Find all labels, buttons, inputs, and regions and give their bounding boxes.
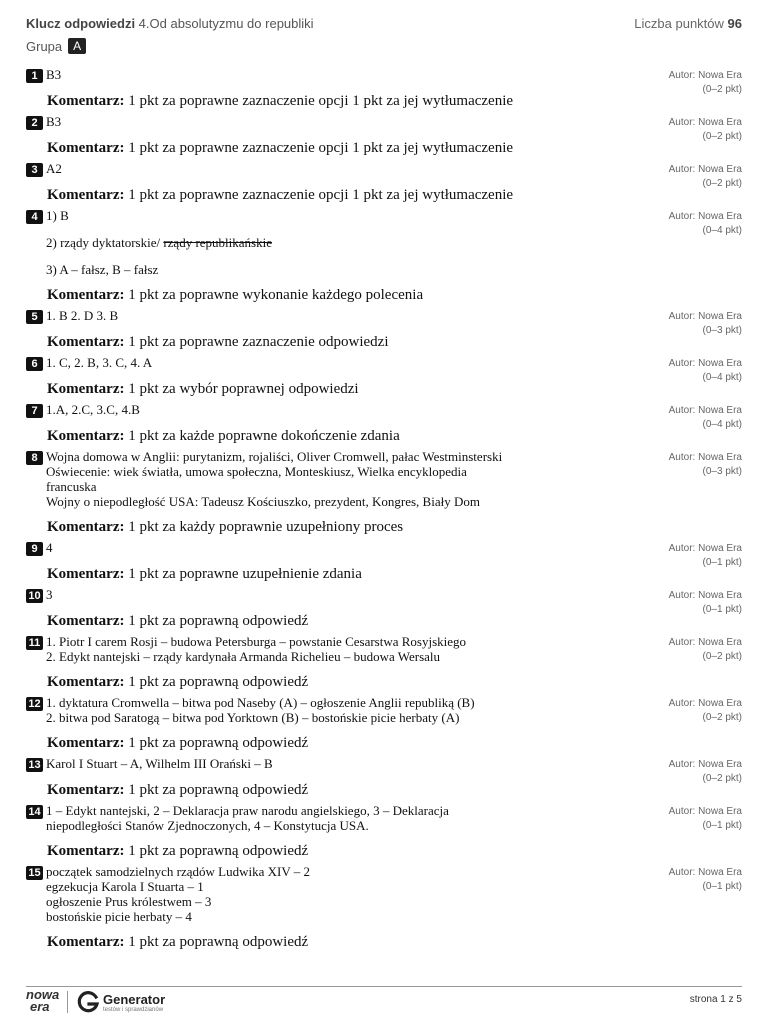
answer-item-10 xyxy=(26,587,742,634)
comment-label: Komentarz: xyxy=(47,735,125,751)
answer-line: 1. Piotr I carem Rosji – budowa Petersburga – powstanie Cesarstwa Rosyjskiego xyxy=(46,634,467,649)
comment xyxy=(47,187,742,208)
question-number: 6 xyxy=(26,357,43,371)
points-range: (0–2 pkt) xyxy=(702,178,742,189)
comment xyxy=(47,334,742,355)
comment-label: Komentarz: xyxy=(47,519,125,535)
answer-text xyxy=(46,695,606,725)
answer-line: 1 – Edykt nantejski, 2 – Deklaracja praw narodu angielskiego, 3 – Deklaracja xyxy=(46,803,449,818)
answer-line: 3) A – fałsz, B – fałsz xyxy=(46,262,159,277)
question-number: 11 xyxy=(26,636,43,650)
comment xyxy=(47,93,742,114)
answer-item-11 xyxy=(26,634,742,695)
answer-item-12 xyxy=(26,695,742,756)
answer-text xyxy=(46,208,606,277)
comment-text: 1 pkt za poprawną odpowiedź xyxy=(124,613,309,629)
points-range: (0–2 pkt) xyxy=(702,84,742,95)
item-meta xyxy=(669,758,742,786)
answer-item-9 xyxy=(26,540,742,587)
comment-label: Komentarz: xyxy=(47,674,125,690)
item-meta xyxy=(669,636,742,664)
comment-text: 1 pkt za poprawne zaznaczenie opcji 1 pkt za jej wytłumaczenie xyxy=(124,93,514,109)
answer-line: B3 xyxy=(46,67,62,82)
question-number: 1 xyxy=(26,69,43,83)
question-number: 14 xyxy=(26,805,43,819)
author-label: Autor: Nowa Era xyxy=(668,211,742,222)
answer-line: 1) B xyxy=(46,208,69,223)
item-meta xyxy=(669,542,742,570)
answer-line: bostońskie picie herbaty – 4 xyxy=(46,909,192,924)
answer-line: Oświecenie: wiek światła, umowa społeczna, Monteskiusz, Wielka encyklopedia xyxy=(46,464,467,479)
answer-item-1 xyxy=(26,67,742,114)
item-meta xyxy=(669,866,742,894)
generator-g-icon xyxy=(76,990,100,1014)
answer-line: Karol I Stuart – A, Wilhelm III Orański – B xyxy=(46,756,273,771)
comment xyxy=(47,843,742,864)
answer-line: B3 xyxy=(46,114,62,129)
author-label: Autor: Nowa Era xyxy=(668,806,742,817)
generator-subtitle: testów i sprawdzianów xyxy=(103,1007,164,1013)
comment-label: Komentarz: xyxy=(47,140,125,156)
comment-text: 1 pkt za poprawną odpowiedź xyxy=(124,934,309,950)
answer-item-13 xyxy=(26,756,742,803)
answer-line: egzekucja Karola I Stuarta – 1 xyxy=(46,879,204,894)
comment xyxy=(47,782,742,803)
author-label: Autor: Nowa Era xyxy=(668,759,742,770)
answer-text xyxy=(46,114,606,129)
points-range: (0–1 pkt) xyxy=(702,820,742,831)
comment-label: Komentarz: xyxy=(47,428,125,444)
comment-label: Komentarz: xyxy=(47,843,125,859)
answer-line: ogłoszenie Prus królestwem – 3 xyxy=(46,894,212,909)
question-number: 13 xyxy=(26,758,43,772)
item-meta xyxy=(669,697,742,725)
points-range: (0–2 pkt) xyxy=(702,773,742,784)
comment-text: 1 pkt za poprawną odpowiedź xyxy=(124,843,309,859)
item-meta xyxy=(669,116,742,144)
answer-item-3 xyxy=(26,161,742,208)
comment-text: 1 pkt za poprawne uzupełnienie zdania xyxy=(124,566,362,582)
comment-label: Komentarz: xyxy=(47,613,125,629)
group-badge: A xyxy=(68,38,86,54)
points-label: Liczba punktów xyxy=(634,16,728,31)
answer-item-7 xyxy=(26,402,742,449)
question-number: 10 xyxy=(26,589,43,603)
author-label: Autor: Nowa Era xyxy=(668,867,742,878)
comment-text: 1 pkt za poprawne zaznaczenie opcji 1 pkt za jej wytłumaczenie xyxy=(124,187,514,203)
answer-text xyxy=(46,355,606,370)
comment xyxy=(47,566,742,587)
comment-text: 1 pkt za wybór poprawnej odpowiedzi xyxy=(124,381,359,397)
logo-divider xyxy=(67,991,68,1013)
author-label: Autor: Nowa Era xyxy=(668,358,742,369)
comment-text: 1 pkt za poprawne wykonanie każdego polecenia xyxy=(124,287,424,303)
item-meta xyxy=(669,589,742,617)
group-label: Grupa xyxy=(26,39,63,54)
answer-line: 2. Edykt nantejski – rządy kardynała Armanda Richelieu – budowa Wersalu xyxy=(46,649,441,664)
answer-line-struck: rządy republikańskie xyxy=(163,235,272,250)
answer-text xyxy=(46,634,606,664)
comment-text: 1 pkt za poprawne zaznaczenie odpowiedzi xyxy=(124,334,389,350)
comment xyxy=(47,735,742,756)
answer-text xyxy=(46,161,606,176)
item-meta xyxy=(669,451,742,479)
answer-line xyxy=(46,235,606,250)
title-bold: Klucz odpowiedzi xyxy=(26,16,136,31)
comment-label: Komentarz: xyxy=(47,566,125,582)
comment-label: Komentarz: xyxy=(47,334,125,350)
answer-line: 1. B 2. D 3. B xyxy=(46,308,119,323)
generator-title: Generator xyxy=(103,992,166,1007)
title-rest: 4.Od absolutyzmu do republiki xyxy=(135,16,314,31)
author-label: Autor: Nowa Era xyxy=(668,311,742,322)
points-range: (0–2 pkt) xyxy=(702,131,742,142)
comment xyxy=(47,519,742,540)
question-number: 7 xyxy=(26,404,43,418)
comment-label: Komentarz: xyxy=(47,934,125,950)
answer-item-5 xyxy=(26,308,742,355)
points-range: (0–1 pkt) xyxy=(702,604,742,615)
points-range: (0–2 pkt) xyxy=(702,712,742,723)
question-number: 4 xyxy=(26,210,43,224)
points-range: (0–1 pkt) xyxy=(702,557,742,568)
answer-text xyxy=(46,308,606,323)
answer-line: 2. bitwa pod Saratogą – bitwa pod Yorktown (B) – bostońskie picie herbaty (A) xyxy=(46,710,460,725)
logo-era-text: era xyxy=(30,999,50,1014)
comment-text: 1 pkt za każde poprawne dokończenie zdania xyxy=(124,428,400,444)
comment xyxy=(47,674,742,695)
answer-line: 4 xyxy=(46,540,53,555)
points-range: (0–4 pkt) xyxy=(702,225,742,236)
question-number: 9 xyxy=(26,542,43,556)
comment xyxy=(47,381,742,402)
points-range: (0–4 pkt) xyxy=(702,372,742,383)
item-meta xyxy=(669,69,742,97)
author-label: Autor: Nowa Era xyxy=(668,70,742,81)
author-label: Autor: Nowa Era xyxy=(668,590,742,601)
answer-item-2 xyxy=(26,114,742,161)
author-label: Autor: Nowa Era xyxy=(668,117,742,128)
header xyxy=(26,14,742,56)
answer-line-plain: 2) rządy dyktatorskie/ xyxy=(46,235,164,250)
answer-line: francuska xyxy=(46,479,97,494)
answer-line: Wojna domowa w Anglii: purytanizm, rojaliści, Oliver Cromwell, pałac Westminsterski xyxy=(46,449,503,464)
author-label: Autor: Nowa Era xyxy=(668,543,742,554)
answer-key-list xyxy=(26,67,742,955)
answer-text xyxy=(46,449,606,509)
author-label: Autor: Nowa Era xyxy=(668,452,742,463)
answer-text xyxy=(46,67,606,82)
item-meta xyxy=(669,310,742,338)
answer-item-6 xyxy=(26,355,742,402)
author-label: Autor: Nowa Era xyxy=(668,698,742,709)
comment-text: 1 pkt za poprawną odpowiedź xyxy=(124,674,309,690)
page-number: strona 1 z 5 xyxy=(689,994,742,1005)
answer-line: 1. C, 2. B, 3. C, 4. A xyxy=(46,355,153,370)
answer-line: 3 xyxy=(46,587,53,602)
answer-line: niepodległości Stanów Zjednoczonych, 4 – Konstytucja USA. xyxy=(46,818,369,833)
item-meta xyxy=(669,805,742,833)
answer-line: 1.A, 2.C, 3.C, 4.B xyxy=(46,402,140,417)
question-number: 5 xyxy=(26,310,43,324)
footer xyxy=(26,986,742,1023)
answer-text xyxy=(46,756,606,771)
answer-line: A2 xyxy=(46,161,62,176)
item-meta xyxy=(669,357,742,385)
question-number: 2 xyxy=(26,116,43,130)
points-total xyxy=(634,16,742,31)
answer-item-15 xyxy=(26,864,742,955)
comment-label: Komentarz: xyxy=(47,782,125,798)
points-range: (0–3 pkt) xyxy=(702,466,742,477)
answer-text xyxy=(46,540,606,555)
answer-text xyxy=(46,587,606,602)
points-value: 96 xyxy=(727,16,742,31)
answer-line: początek samodzielnych rządów Ludwika XIV – 2 xyxy=(46,864,311,879)
points-range: (0–4 pkt) xyxy=(702,419,742,430)
answer-text xyxy=(46,402,606,417)
item-meta xyxy=(669,210,742,238)
document-title xyxy=(26,16,314,31)
points-range: (0–3 pkt) xyxy=(702,325,742,336)
points-range: (0–2 pkt) xyxy=(702,651,742,662)
comment-label: Komentarz: xyxy=(47,93,125,109)
author-label: Autor: Nowa Era xyxy=(668,164,742,175)
comment xyxy=(47,140,742,161)
comment xyxy=(47,428,742,449)
comment-text: 1 pkt za poprawną odpowiedź xyxy=(124,735,309,751)
item-meta xyxy=(669,163,742,191)
question-number: 8 xyxy=(26,451,43,465)
logo-nowa-text: nowa xyxy=(26,987,60,1002)
comment-label: Komentarz: xyxy=(47,381,125,397)
comment-label: Komentarz: xyxy=(47,287,125,303)
answer-text xyxy=(46,803,606,833)
comment xyxy=(47,613,742,634)
comment-text: 1 pkt za poprawną odpowiedź xyxy=(124,782,309,798)
author-label: Autor: Nowa Era xyxy=(668,637,742,648)
comment-text: 1 pkt za poprawne zaznaczenie opcji 1 pkt za jej wytłumaczenie xyxy=(124,140,514,156)
author-label: Autor: Nowa Era xyxy=(668,405,742,416)
answer-item-14 xyxy=(26,803,742,864)
question-number: 15 xyxy=(26,866,43,880)
nowa-era-logo xyxy=(26,989,59,1013)
answer-line: Wojny o niepodległość USA: Tadeusz Kościuszko, prezydent, Kongres, Biały Dom xyxy=(46,494,480,509)
question-number: 3 xyxy=(26,163,43,177)
group-indicator xyxy=(26,38,86,54)
points-range: (0–1 pkt) xyxy=(702,881,742,892)
comment xyxy=(47,934,742,955)
item-meta xyxy=(669,404,742,432)
answer-line: 1. dyktatura Cromwella – bitwa pod Naseby (A) – ogłoszenie Anglii republiką (B) xyxy=(46,695,475,710)
comment-text: 1 pkt za każdy poprawnie uzupełniony proces xyxy=(124,519,404,535)
answer-text xyxy=(46,864,606,924)
comment xyxy=(47,287,742,308)
comment-label: Komentarz: xyxy=(47,187,125,203)
answer-item-8 xyxy=(26,449,742,540)
question-number: 12 xyxy=(26,697,43,711)
answer-item-4 xyxy=(26,208,742,308)
